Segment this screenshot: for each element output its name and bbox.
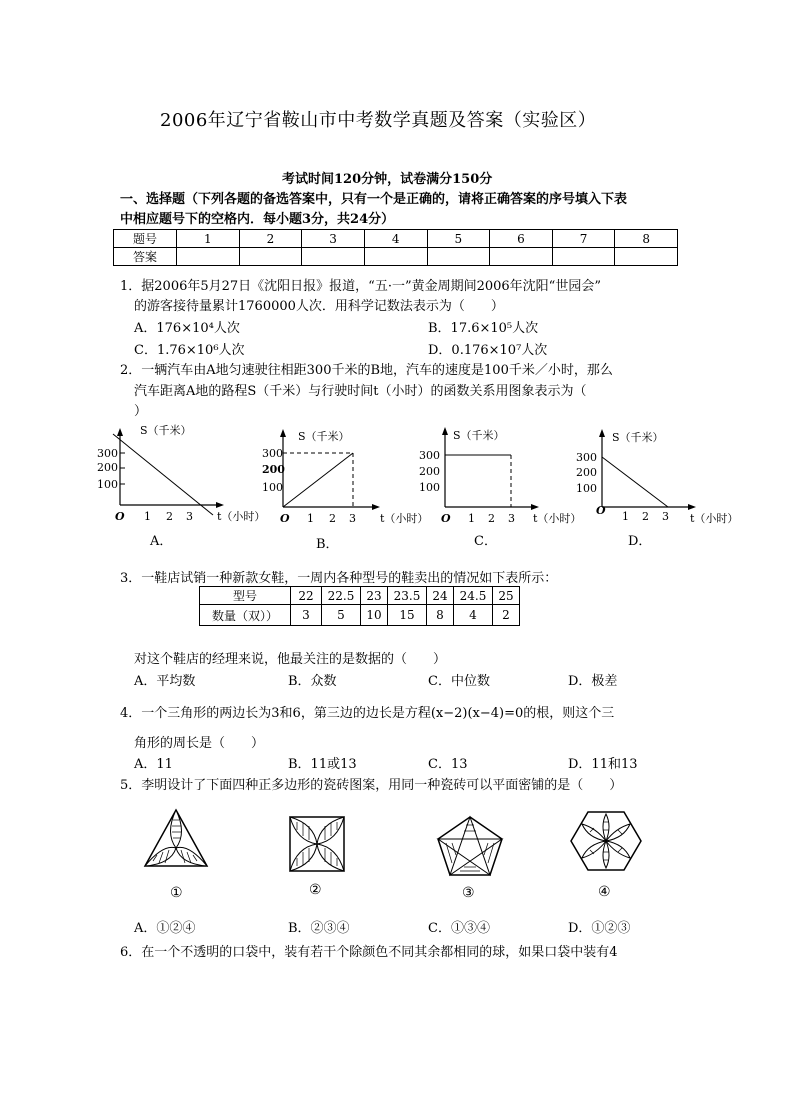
tile-caption-3: ③: [462, 885, 475, 901]
graph-d: [572, 425, 757, 535]
graph-d-t-label: t（小时）: [690, 512, 739, 525]
graph-b: [258, 425, 438, 535]
q3-option-a: A．平均数: [134, 674, 196, 689]
graph-c: [415, 425, 595, 535]
tile-caption-4: ④: [598, 884, 611, 900]
shoe-size: 22: [291, 587, 322, 605]
graph-d-x-tick: 1: [622, 510, 629, 523]
shoe-table-label: 数量（双））: [200, 605, 291, 626]
shoe-count: 15: [388, 605, 427, 626]
graph-b-t-label: t（小时）: [380, 512, 429, 525]
graph-c-x-tick: 3: [508, 512, 515, 525]
graph-a-s-label: S（千米）: [140, 424, 192, 437]
section-heading-line2: 中相应题号下的空格内．每小题3分，共24分）: [120, 212, 395, 227]
answer-table-number: 2: [239, 230, 302, 248]
graph-a-y-tick: 100: [97, 478, 118, 491]
answer-table-number: 5: [427, 230, 490, 248]
q4-option-b: B．11或13: [288, 757, 357, 772]
answer-table-label: 题号: [114, 230, 177, 248]
q5-text: 5．李明设计了下面四种正多边形的瓷砖图案，用同一种瓷砖可以平面密铺的是（ ）: [120, 778, 623, 793]
q3-text: 3．一鞋店试销一种新款女鞋，一周内各种型号的鞋卖出的情况如下表所示：: [120, 571, 558, 586]
answer-table-number: 7: [552, 230, 615, 248]
shoe-count: 5: [322, 605, 361, 626]
answer-cell[interactable]: [364, 248, 427, 266]
q3-option-c: C．中位数: [428, 674, 490, 689]
graph-b-caption: B．: [316, 537, 339, 552]
graph-d-origin: O: [596, 504, 606, 517]
q3-text: 对这个鞋店的经理来说，他最关注的是数据的（ ）: [134, 652, 447, 667]
graph-c-x-tick: 2: [488, 512, 495, 525]
answer-cell[interactable]: [552, 248, 615, 266]
q5-option-b: B．②③④: [288, 921, 350, 936]
answer-cell[interactable]: [615, 248, 678, 266]
graph-a-x-tick: 3: [186, 510, 193, 523]
answer-cell[interactable]: [302, 248, 365, 266]
answer-table-label: 答案: [114, 248, 177, 266]
graph-d-x-tick: 3: [662, 510, 669, 523]
q4-option-c: C．13: [428, 757, 468, 772]
graph-b-x-tick: 2: [329, 512, 336, 525]
graph-d-y-tick: 300: [576, 451, 597, 464]
q1-option-a: A．176×10⁴人次: [134, 321, 240, 336]
q1-option-b: B．17.6×10⁵人次: [428, 321, 539, 336]
graph-b-s-label: S（千米）: [298, 430, 350, 443]
q3-option-d: D．极差: [568, 674, 618, 689]
graph-b-y-tick: 300: [262, 447, 283, 460]
graph-a: [95, 420, 265, 530]
answer-cell[interactable]: [490, 248, 553, 266]
shoe-table-size-row: [200, 587, 520, 605]
graph-a-x-tick: 1: [144, 510, 151, 523]
answer-table-number: 8: [615, 230, 678, 248]
graph-c-y-tick: 300: [419, 449, 440, 462]
shoe-count: 2: [493, 605, 520, 626]
q4-text: 4．一个三角形的两边长为3和6，第三边的边长是方程(x−2)(x−4)=0的根，则这个三: [120, 706, 615, 721]
graph-a-origin: O: [115, 510, 125, 523]
shoe-count: 3: [291, 605, 322, 626]
shoe-count: 8: [427, 605, 454, 626]
answer-table-header-row: [114, 230, 678, 248]
graph-b-origin: O: [280, 512, 290, 525]
q1-text: 的游客接待量累计1760000人次．用科学记数法表示为（ ）: [134, 299, 504, 314]
graph-c-y-tick: 100: [419, 481, 440, 494]
section-heading-line1: 一、选择题（下列各题的备选答案中，只有一个是正确的，请将正确答案的序号填入下表: [120, 192, 628, 207]
graph-a-x-tick: 2: [166, 510, 173, 523]
shoe-size: 23.5: [388, 587, 427, 605]
answer-table-answer-row: [114, 248, 678, 266]
graph-c-s-label: S（千米）: [453, 429, 505, 442]
q5-option-a: A．①②④: [134, 921, 196, 936]
q1-text: 1．据2006年5月27日《沈阳日报》报道，“五·一”黄金周期间2006年沈阳“世园会”: [120, 279, 601, 294]
graph-a-y-tick: 200: [97, 461, 118, 474]
graph-a-y-tick: 300: [97, 447, 118, 460]
graph-d-s-label: S（千米）: [612, 431, 664, 444]
graph-c-caption: C．: [474, 534, 497, 549]
exam-info: 考试时间120分钟，试卷满分150分: [282, 172, 493, 187]
graph-d-y-tick: 100: [576, 482, 597, 495]
tile-caption-2: ②: [309, 882, 322, 898]
graph-b-y-tick: 100: [262, 481, 283, 494]
shoe-size: 22.5: [322, 587, 361, 605]
tile-triangle-figure: [143, 808, 209, 874]
q2-text: ）: [134, 404, 148, 419]
q6-text: 6．在一个不透明的口袋中，装有若干个除颜色不同其余都相同的球，如果口袋中装有4: [120, 945, 618, 960]
shoe-sales-table: [199, 586, 520, 626]
q1-option-d: D．0.176×10⁷人次: [428, 343, 548, 358]
graph-a-caption: A．: [150, 534, 173, 549]
graph-a-t-label: t（小时）: [217, 510, 265, 523]
tile-square-figure: [289, 816, 345, 876]
answer-table-number: 1: [177, 230, 240, 248]
shoe-size: 25: [493, 587, 520, 605]
q2-text: 2．一辆汽车由A地匀速驶往相距300千米的B地，汽车的速度是100千米／小时，那么: [120, 363, 613, 378]
graph-c-y-tick: 200: [419, 465, 440, 478]
graph-c-x-tick: 1: [468, 512, 475, 525]
q4-option-a: A．11: [134, 757, 173, 772]
answer-cell[interactable]: [239, 248, 302, 266]
q1-option-c: C．1.76×10⁶人次: [134, 343, 245, 358]
graph-b-x-tick: 3: [349, 512, 356, 525]
graph-d-caption: D．: [628, 534, 652, 549]
answer-table: [113, 229, 678, 266]
shoe-size: 24.5: [454, 587, 493, 605]
answer-table-number: 6: [490, 230, 553, 248]
tile-caption-1: ①: [170, 885, 183, 901]
shoe-table-count-row: [200, 605, 520, 626]
tile-hexagon-figure: [570, 810, 642, 876]
q2-text: 汽车距离A地的路程S（千米）与行驶时间t（小时）的函数关系用图象表示为（: [134, 384, 587, 399]
graph-c-t-label: t（小时）: [533, 512, 582, 525]
graph-b-y-tick: 200: [262, 463, 285, 476]
q4-option-d: D．11和13: [568, 757, 638, 772]
shoe-size: 24: [427, 587, 454, 605]
shoe-size: 23: [361, 587, 388, 605]
answer-cell[interactable]: [177, 248, 240, 266]
graph-c-origin: O: [441, 512, 451, 525]
answer-table-number: 4: [364, 230, 427, 248]
q5-option-d: D．①②③: [568, 921, 631, 936]
graph-b-x-tick: 1: [307, 512, 314, 525]
answer-cell[interactable]: [427, 248, 490, 266]
graph-d-x-tick: 2: [642, 510, 649, 523]
tile-pentagon-figure: [436, 815, 504, 881]
page-title: 2006年辽宁省鞍山市中考数学真题及答案（实验区）: [160, 110, 597, 131]
q5-option-c: C．①③④: [428, 921, 490, 936]
shoe-count: 10: [361, 605, 388, 626]
q3-option-b: B．众数: [288, 674, 337, 689]
answer-table-number: 3: [302, 230, 365, 248]
shoe-count: 4: [454, 605, 493, 626]
q4-text: 角形的周长是（ ）: [134, 736, 265, 751]
shoe-table-label: 型号: [200, 587, 291, 605]
graph-d-y-tick: 200: [576, 466, 597, 479]
